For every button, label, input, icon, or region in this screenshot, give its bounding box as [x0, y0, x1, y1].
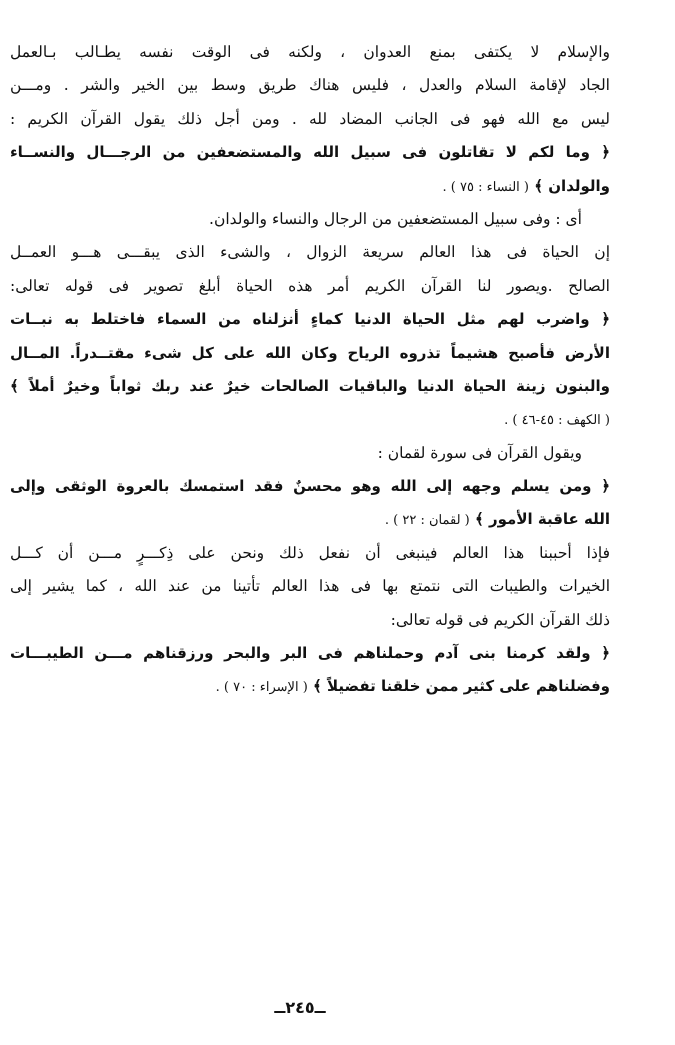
- quran-verse-line: ﴿ ولقد كرمنا بنى آدم وحملناهم فى البر والبحر ورزقناهم مـــن الطيبـــات: [10, 644, 610, 663]
- text-line: ويقول القرآن فى سورة لقمان :: [377, 443, 582, 462]
- quran-verse-line: [10, 170, 610, 203]
- body-text: [10, 36, 610, 704]
- verse-reference: ( الكهف : ٤٥-٤٦ ) .: [504, 413, 610, 429]
- text-line: ليس مع الله فهو فى الجانب المضاد لله . ومن أجل ذلك يقول القرآن الكريم :: [10, 109, 610, 128]
- quran-verse-line: [10, 503, 610, 536]
- quran-verse-line: ﴿ واضرب لهم مثل الحياة الدنيا كماءٍ أنزلناه من السماء فاختلط به نبــات: [10, 310, 610, 329]
- text-line: ذلك القرآن الكريم فى قوله تعالى:: [390, 610, 610, 629]
- verse-reference: ( النساء : ٧٥ ) .: [442, 179, 529, 195]
- verse-text: والولدان ﴾: [534, 176, 610, 195]
- text-line: الخيرات والطيبات التى نتمتع بها فى هذا العالم تأتينا من عند الله ، كما يشير إلى: [10, 577, 610, 596]
- text-line: إن الحياة فى هذا العالم سريعة الزوال ، والشىء الذى يبقـــى هـــو العمــل: [10, 243, 610, 262]
- verse-text: الله عاقبة الأمور ﴾: [474, 510, 610, 529]
- quran-verse-line: والبنون زينة الحياة الدنيا والباقيات الصالحات خيرٌ عند ربك ثواباً وخيرٌ أملاً ﴾: [10, 376, 610, 395]
- text-line: والإسلام لا يكتفى بمنع العدوان ، ولكنه فى الوقت نفسه يطـالب بـالعمل: [10, 43, 610, 61]
- quran-verse-line: ﴿ ومن يسلم وجهه إلى الله وهو محسنٌ فقد استمسك بالعروة الوثقى وإلى: [10, 477, 610, 496]
- text-line: الصالح .ويصور لنا القرآن الكريم أمر هذه الحياة أبلغ تصوير فى قوله تعالى:: [10, 276, 610, 295]
- verse-reference: ( لقمان : ٢٢ ) .: [384, 513, 470, 529]
- text-line: فإذا أحببنا هذا العالم فينبغى أن نفعل ذلك ونحن على ذِكـــرٍ مـــن أن كـــل: [10, 543, 610, 562]
- text-line: الجاد لإقامة السلام والعدل ، فليس هناك طريق وسط بين الخير والشر . ومـــن: [10, 76, 610, 95]
- quran-verse-line: [10, 670, 610, 703]
- verse-text: وفضلناهم على كثير ممن خلقنا تفضيلاً ﴾: [313, 677, 610, 696]
- verse-reference: ( الإسراء : ٧٠ ) .: [215, 680, 308, 696]
- verse-reference-line: [10, 403, 610, 436]
- quran-verse-line: ﴿ وما لكم لا تقاتلون فى سبيل الله والمستضعفين من الرجـــال والنســاء: [10, 143, 610, 162]
- text-line: أى : وفى سبيل المستضعفين من الرجال والنساء والولدان.: [209, 209, 582, 228]
- page-number: ــ٢٤٥ــ: [274, 998, 326, 1017]
- quran-verse-line: الأرض فأصبح هشيماً تذروه الرياح وكان الله على كل شىء مقتــدراً. المــال: [10, 343, 610, 362]
